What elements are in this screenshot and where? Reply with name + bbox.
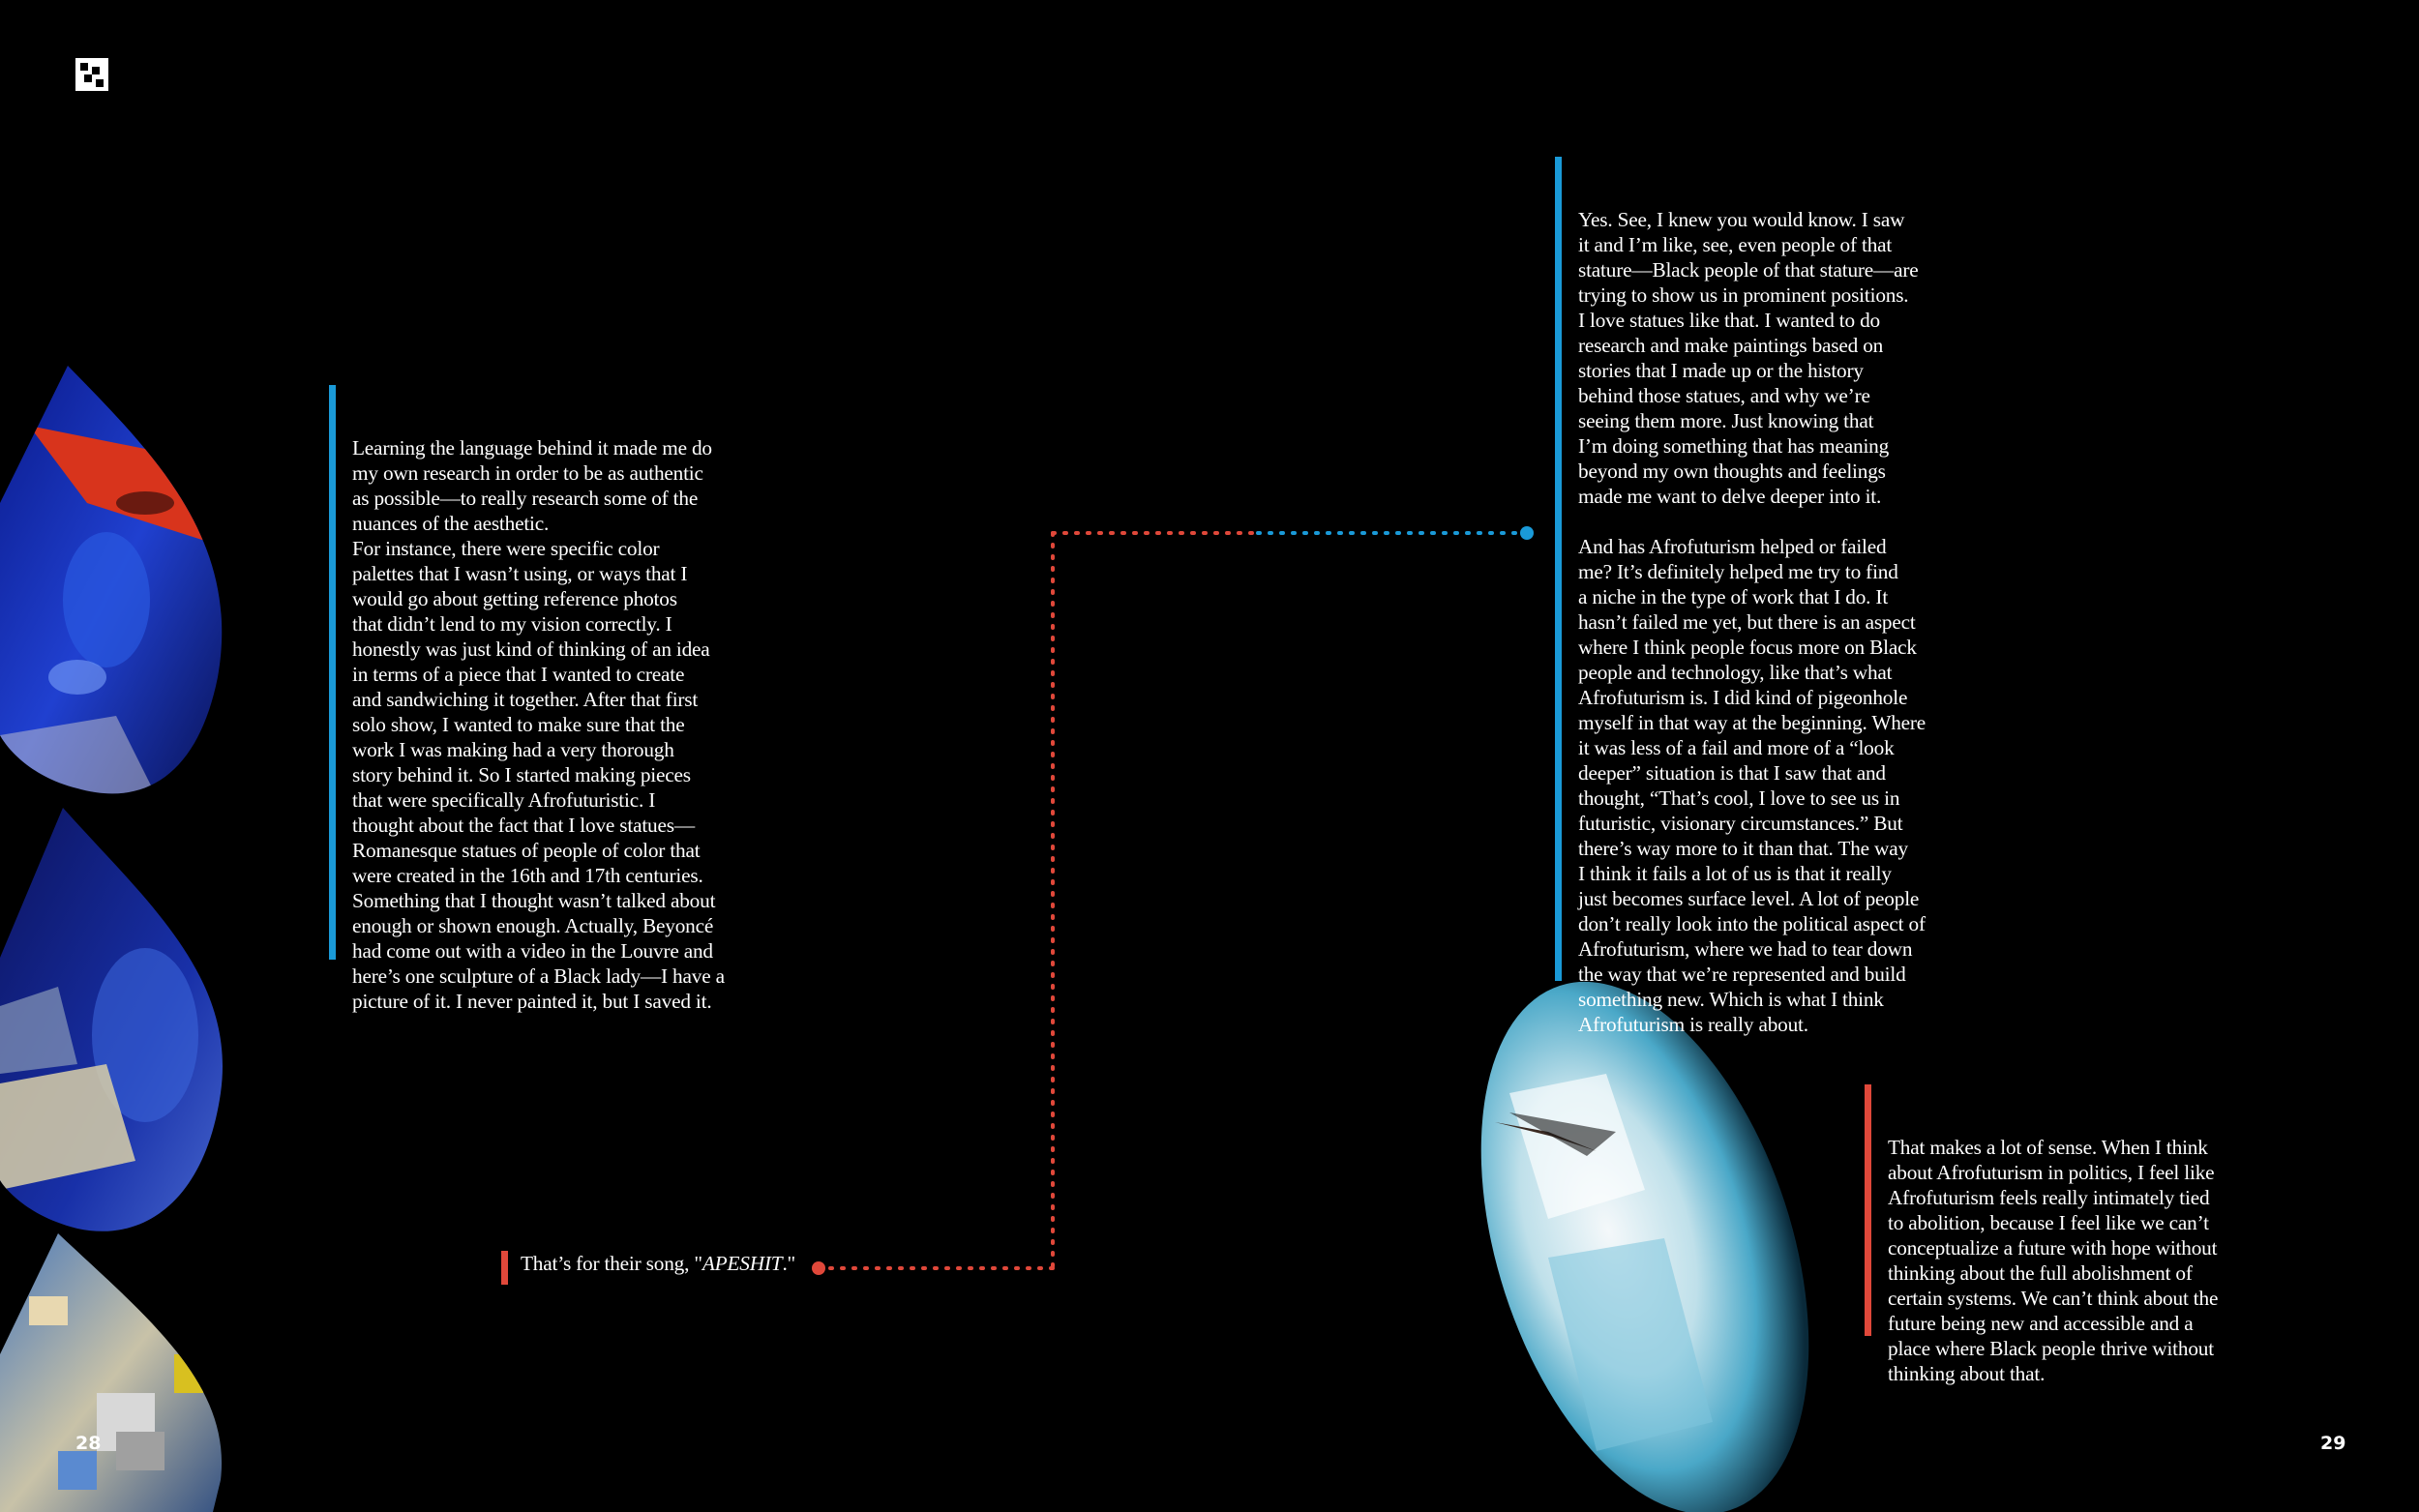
- song-title: APESHIT: [702, 1252, 783, 1275]
- question-prefix: That’s for their song, ": [521, 1252, 702, 1275]
- quote-bar-blue: [329, 385, 336, 960]
- quote-bar-blue: [1555, 157, 1562, 981]
- interview-question-right: [1865, 1084, 2294, 1385]
- interview-answer-left: [329, 385, 778, 1013]
- artwork-leaf-face: [0, 358, 232, 803]
- question-suffix: .": [782, 1252, 796, 1275]
- connector-line-bottom: [812, 1261, 1053, 1275]
- connector-line-top: [1053, 526, 1534, 540]
- question-text-right: That makes a lot of sense. When I think about Afrofuturism in politics, I feel like Afrofuturism feels really intimately tied to abolition, because I feel like we can’t conceptualize a future with hope without thinking about the full abolishment of certain systems. We can’t think about the future being new and accessible and a place where Black people thrive without thinking about that.: [1888, 1136, 2219, 1385]
- interview-answer-right: [1555, 157, 1985, 1036]
- quote-bar-red: [501, 1251, 508, 1285]
- page-number-left: 28: [75, 1433, 102, 1454]
- answer-text-left: Learning the language behind it made me do my own research in order to be as authentic as possible—to really research some of the nuances of the aesthetic. For instance, there were specific color palettes that I wasn’t using, or ways that I would go about getting reference photos that didn’t lend to my vision correctly. I honestly was just kind of thinking of an idea in terms of a piece that I wanted to create and sandwiching it together. After that first solo show, I wanted to make sure that the work I was making had a very thorough story behind it. So I started making pieces that were specifically Afrofuturistic. I thought about the fact that I love statues— Romanesque statues of people of color that were created in the 16th and 17th centuries. Something that I thought wasn’t talked about enough or shown enough. Actually, Beyoncé had come out with a video in the Louvre and here’s one sculpture of a Black lady—I have a picture of it. I never painted it, but I saved it.: [352, 436, 725, 1013]
- page-number-right: 29: [2320, 1433, 2346, 1454]
- artwork-leaf-mosaic: [0, 1229, 232, 1512]
- answer-text-right: Yes. See, I knew you would know. I saw it and I’m like, see, even people of that stature—Black people of that stature—are trying to show us in prominent positions. I love statues like that. I wanted to do research and make paintings based on stories that I made up or the history behind those statues, and why we’re seeing them more. Just knowing that I’m doing something that has meaning beyond my own thoughts and feelings made me want to delve deeper into it. And has Afrofuturism helped or failed me? It’s definitely helped me try to find a niche in the type of work that I do. It hasn’t failed me yet, but there is an aspect where I think people focus more on Black people and technology, like that’s what Afrofuturism is. I did kind of pigeonhole myself in that way at the beginning. Where it was less of a fail and more of a “look deeper” situation is that I saw that and thought, “That’s cool, I love to see us in futuristic, visionary circumstances.” But there’s way more to it than that. The way I think it fails a lot of us is that it really just becomes surface level. A lot of people don’t really look into the political aspect of Afrofuturism, where we had to tear down the way that we’re represented and build something new. Which is what I think Afrofuturism is really about.: [1578, 208, 1926, 1036]
- quote-bar-red: [1865, 1084, 1871, 1336]
- artwork-leaf-profile: [0, 803, 232, 1238]
- interview-question-left: [501, 1251, 795, 1285]
